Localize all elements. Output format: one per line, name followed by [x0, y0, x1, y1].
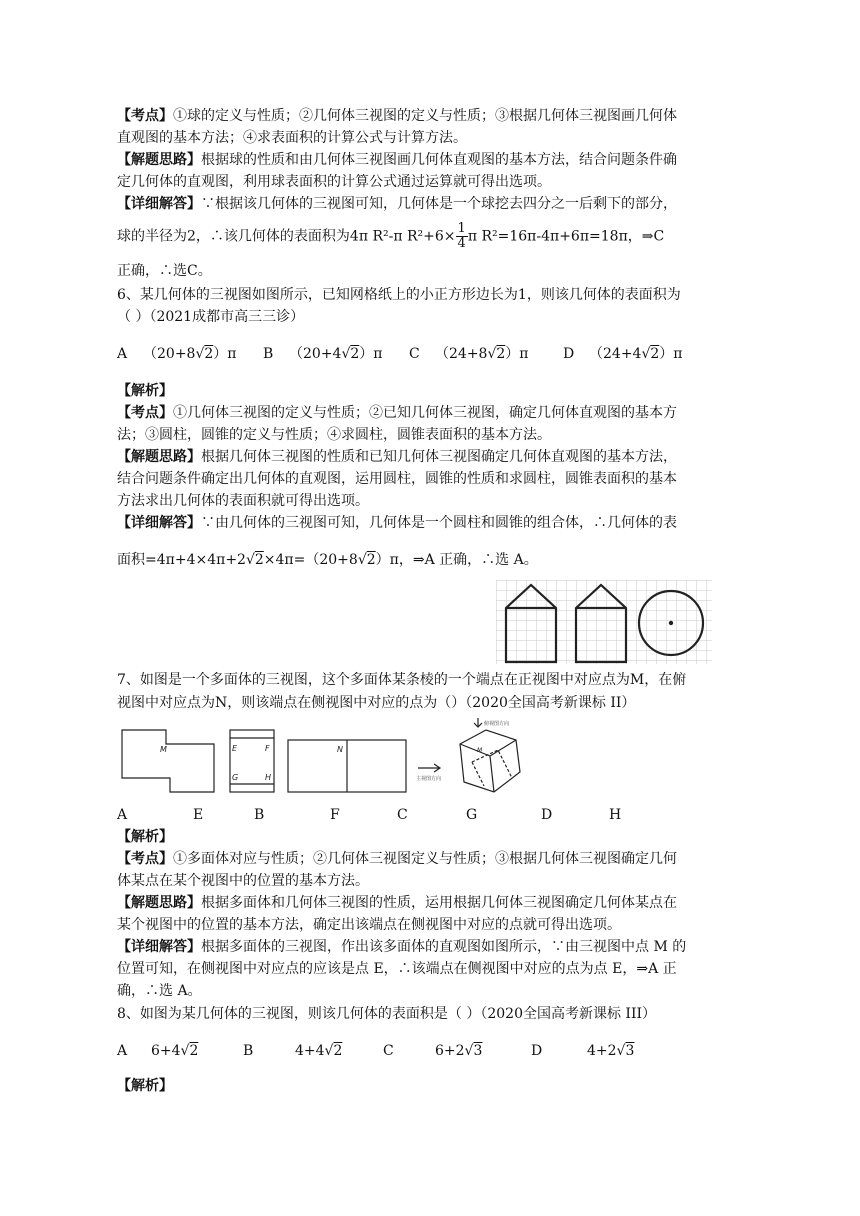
q7-option-b: B [254, 807, 265, 823]
q7-jiexi-heading: 【解析】 [117, 829, 173, 845]
q6-jieda-line1: 【详细解答】∵由几何体的三视图可知，几何体是一个圆柱和圆锥的组合体，∴几何体的表 [117, 515, 677, 531]
q6-option-c: （24+8√2）π [435, 346, 529, 362]
q7-three-view-figure [118, 716, 548, 800]
q7-silu-line1: 【解题思路】根据多面体和几何体三视图的性质，运用根据几何体三视图确定几何体某点在 [117, 895, 677, 911]
q7-option-a-value: E [193, 807, 204, 823]
label-e: E [232, 744, 238, 753]
q6-kaodian-line2: 法；③圆柱，圆锥的定义与性质；④求圆柱，圆锥表面积的基本方法。 [117, 427, 551, 443]
q6-option-b-letter: B [263, 346, 274, 362]
q7-option-c: C [397, 807, 408, 823]
prev-jieda-line1: 【详细解答】∵根据该几何体的三视图可知，几何体是一个球挖去四分之一后剩下的部分， [117, 196, 677, 212]
q6-stem-line2: （ ）（2021成都市高三三诊） [117, 309, 305, 325]
q8-option-d-letter: D [531, 1043, 543, 1059]
q8-option-c-letter: C [383, 1043, 394, 1059]
q6-option-b: （20+4√2）π [289, 346, 383, 362]
label-m: M [160, 745, 167, 754]
q6-silu-line2: 结合问题条件确定出几何体的直观图，运用圆柱，圆锥的性质和求圆柱，圆锥表面积的基本 [117, 471, 677, 487]
prev-silu-line1: 【解题思路】根据球的性质和由几何体三视图画几何体直观图的基本方法，结合问题条件确 [117, 152, 677, 168]
q6-jieda-line2: 面积=4π+4×4π+2√2×4π=（20+8√2）π，⇒A 正确，∴选 A。 [117, 552, 538, 568]
top-view-center-dot [669, 621, 673, 625]
q8-option-d: 4+2√3 [587, 1043, 635, 1059]
q6-three-view-figure [496, 580, 712, 664]
prev-kaodian-line1: 【考点】①球的定义与性质；②几何体三视图的定义与性质；③根据几何体三视图画几何体 [117, 108, 677, 124]
q8-jiexi-heading: 【解析】 [117, 1078, 173, 1094]
q8-option-c: 6+2√3 [435, 1043, 483, 1059]
q7-option-d: D [541, 807, 553, 823]
q7-stem-line2: 视图中对应点为N，则该端点在侧视图中对应的点为（）（2020全国高考新课标 II） [117, 695, 636, 711]
q6-silu-line1: 【解题思路】根据几何体三视图的性质和已知几何体三视图确定几何体直观图的基本方法， [117, 449, 677, 465]
q7-jieda-line3: 确，∴选 A。 [117, 983, 202, 999]
q7-kaodian-line2: 体某点在某个视图中的位置的基本方法。 [117, 873, 369, 889]
prev-silu-line2: 定几何体的直观图，利用球表面积的计算公式通过运算就可得出选项。 [117, 174, 551, 190]
q7-option-c-value: G [466, 807, 478, 823]
q6-stem-line1: 6、某几何体的三视图如图所示，已知网格纸上的小正方形边长为1，则该几何体的表面积为 [117, 287, 681, 303]
q6-option-a: （20+8√2）π [143, 346, 237, 362]
front-direction-arrow [418, 764, 440, 772]
fraction-one-quarter: $\frac{1}{4}$ [457, 221, 466, 251]
q8-option-a: 6+4√2 [151, 1043, 199, 1059]
front-view-shape [122, 730, 214, 792]
q8-stem: 8、如图为某几何体的三视图，则该几何体的表面积是（ ）（2020全国高考新课标 III） [117, 1006, 657, 1022]
q8-option-a-letter: A [117, 1043, 128, 1059]
prev-jieda-line3: 正确，∴选C。 [117, 263, 212, 279]
q7-option-b-value: F [330, 807, 340, 823]
top-direction-arrow [474, 718, 482, 727]
q8-options [117, 1040, 737, 1062]
q7-jieda-line1: 【详细解答】根据多面体的三视图，作出该多面体的直观图如图所示，∵由三视图中点 M 的 [117, 939, 687, 955]
q6-option-d: （24+4√2）π [589, 346, 683, 362]
q6-silu-line3: 方法求出几何体的表面积就可得出选项。 [117, 493, 369, 509]
q7-kaodian-line1: 【考点】①多面体对应与性质；②几何体三视图定义与性质；③根据几何体三视图确定几何 [117, 851, 677, 867]
label-g: G [232, 773, 239, 782]
q7-jieda-line2: 位置可知，在侧视图中对应点的应该是点 E，∴该端点在侧视图中对应的点为点 E，⇒A 正 [117, 961, 677, 977]
q7-stem-line1: 7、如图是一个多面体的三视图，这个多面体某条棱的一个端点在正视图中对应点为M，在俯 [117, 672, 687, 688]
q6-option-d-letter: D [563, 346, 575, 362]
label-h: H [265, 773, 272, 782]
label-m-solid: M [477, 747, 483, 754]
prev-jieda-line2: 球的半径为2，∴该几何体的表面积为4π R²-π R²+6× $\frac{1}{4}$ π R²=16π-4π+6π=18π，⇒C [117, 221, 665, 251]
q6-option-a-letter: A [117, 346, 128, 362]
q7-silu-line2: 某个视图中的位置的基本方法，确定出该端点在侧视图中对应的点就可得出选项。 [117, 917, 621, 933]
q7-option-d-value: H [609, 807, 622, 823]
side-view-shape [230, 730, 274, 792]
q6-jiexi-heading: 【解析】 [117, 383, 173, 399]
q8-option-b-letter: B [243, 1043, 254, 1059]
top-direction-label: 俯视图方向 [484, 721, 510, 727]
q7-option-a: A [117, 807, 128, 823]
prev-kaodian-line2: 直观图的基本方法；④求表面积的计算公式与计算方法。 [117, 130, 467, 146]
q8-option-b: 4+4√2 [295, 1043, 343, 1059]
q6-options [117, 343, 737, 365]
front-direction-label: 主视图方向 [416, 776, 442, 782]
label-f: F [265, 744, 270, 753]
q6-kaodian-line1: 【考点】①几何体三视图的定义与性质；②已知几何体三视图，确定几何体直观图的基本方 [117, 405, 677, 421]
label-n: N [337, 745, 343, 754]
q6-option-c-letter: C [409, 346, 420, 362]
